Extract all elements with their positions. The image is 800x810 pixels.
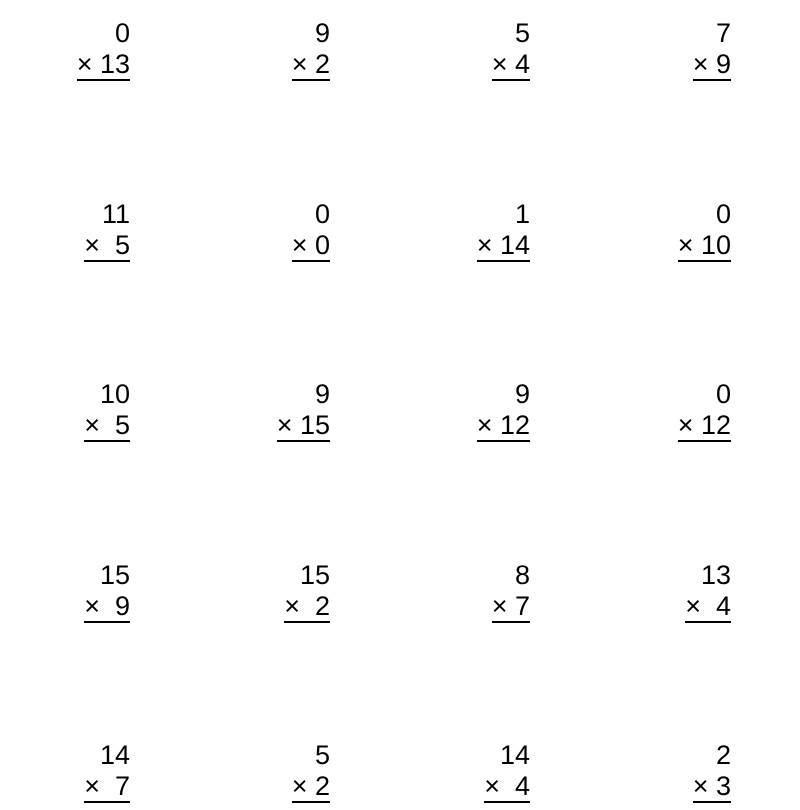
multiplicand: 2: [715, 740, 731, 770]
problem-7: [410, 199, 530, 269]
multiplier-line: × 2: [291, 771, 330, 801]
multiplier-line: × 4: [685, 591, 731, 621]
multiplier-line: × 14: [476, 230, 530, 260]
problem-16: [611, 560, 731, 630]
multiplier-line: × 2: [284, 591, 330, 621]
multiplicand: 1: [514, 199, 530, 229]
multiplier-line: × 5: [84, 410, 130, 440]
multiplier-line: × 12: [476, 410, 530, 440]
multiplicand: 9: [314, 379, 330, 409]
multiplicand: 14: [499, 740, 530, 770]
multiplicand: 9: [514, 379, 530, 409]
problem-13: [10, 560, 130, 630]
multiplicand: 9: [314, 18, 330, 48]
problem-4: [611, 18, 731, 88]
problem-11: [410, 379, 530, 449]
problem-5: [10, 199, 130, 269]
multiplier-line: × 9: [692, 49, 731, 79]
multiplicand: 7: [715, 18, 731, 48]
multiplicand: 5: [514, 18, 530, 48]
multiplier-line: × 12: [677, 410, 731, 440]
problem-6: [210, 199, 330, 269]
problem-12: [611, 379, 731, 449]
multiplicand: 0: [114, 18, 130, 48]
problem-14: [210, 560, 330, 630]
multiplicand: 10: [99, 379, 130, 409]
multiplier-line: × 10: [677, 230, 731, 260]
multiplier-line: × 13: [76, 49, 130, 79]
multiplicand: 0: [314, 199, 330, 229]
multiplier-line: × 9: [84, 591, 130, 621]
multiplicand: 15: [299, 560, 330, 590]
problem-1: [10, 18, 130, 88]
problem-9: [10, 379, 130, 449]
multiplicand: 5: [314, 740, 330, 770]
multiplier-line: × 4: [491, 49, 530, 79]
multiplicand: 0: [715, 379, 731, 409]
multiplier-line: × 4: [484, 771, 530, 801]
problem-8: [611, 199, 731, 269]
multiplicand: 8: [514, 560, 530, 590]
multiplicand: 14: [99, 740, 130, 770]
multiplier-line: × 15: [276, 410, 330, 440]
problem-15: [410, 560, 530, 630]
problem-2: [210, 18, 330, 88]
multiplier-line: × 2: [291, 49, 330, 79]
multiplier-line: × 5: [84, 230, 130, 260]
multiplier-line: × 7: [491, 591, 530, 621]
multiplicand: 11: [101, 199, 130, 229]
multiplier-line: × 0: [291, 230, 330, 260]
multiplicand: 13: [700, 560, 731, 590]
problem-3: [410, 18, 530, 88]
multiplicand: 15: [99, 560, 130, 590]
multiplier-line: × 7: [84, 771, 130, 801]
problem-10: [210, 379, 330, 449]
multiplicand: 0: [715, 199, 731, 229]
multiplier-line: × 3: [692, 771, 731, 801]
